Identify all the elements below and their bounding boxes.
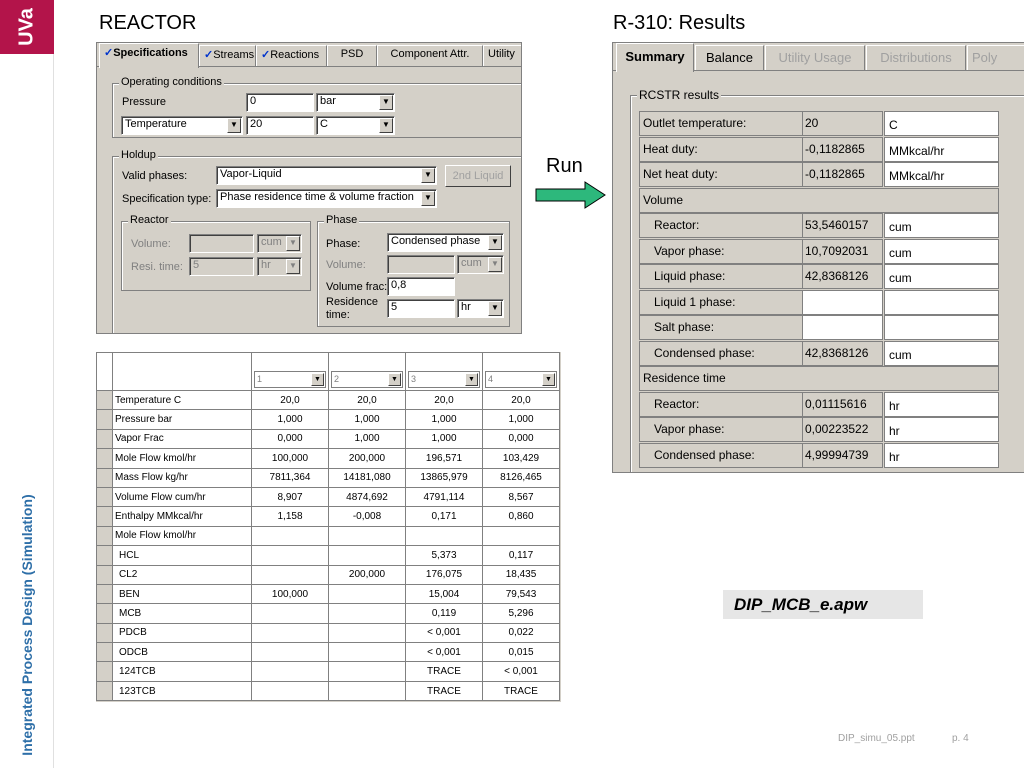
table-cell [329, 604, 406, 623]
table-row [97, 623, 560, 642]
select-value: C [320, 118, 328, 130]
temperature-select[interactable] [121, 116, 243, 135]
stream-select-value: 2 [334, 374, 340, 384]
result-unit: MMkcal/hr [884, 162, 999, 187]
tab-streams[interactable] [199, 45, 256, 66]
row-label: Vapor Frac [113, 429, 252, 448]
table-header-row [97, 353, 560, 391]
table-cell: TRACE [406, 681, 483, 700]
row-header-cell[interactable] [97, 584, 113, 603]
residence-time-label-line2: time: [326, 309, 350, 321]
row-header-cell[interactable] [97, 526, 113, 545]
stream-select[interactable] [408, 371, 480, 388]
result-label: Reactor: [639, 213, 802, 238]
header-label-cell [113, 353, 252, 391]
dropdown-arrow-icon: ▼ [286, 236, 300, 251]
result-value: 20 [802, 111, 883, 136]
residence-time-unit-select[interactable] [457, 299, 504, 318]
column-header [406, 353, 483, 391]
row-header-cell[interactable] [97, 662, 113, 681]
table-cell: 0,000 [252, 429, 329, 448]
result-value: 53,5460157 [802, 213, 883, 238]
tab-label: Specifications [113, 47, 188, 59]
select-value: hr [461, 301, 471, 313]
row-label: Mass Flow kg/hr [113, 468, 252, 487]
pressure-unit-select[interactable] [316, 93, 395, 112]
row-header-cell[interactable] [97, 623, 113, 642]
group-label: Operating conditions [121, 76, 222, 88]
uva-logo [0, 0, 54, 54]
dropdown-arrow-icon: ▼ [379, 118, 393, 133]
result-value: 0,00223522 [802, 417, 883, 442]
result-unit: cum [884, 341, 999, 366]
result-label: Condensed phase: [639, 443, 802, 468]
phase-volume-unit-select[interactable] [457, 255, 504, 274]
table-row [97, 507, 560, 526]
tab-label: Streams [213, 49, 255, 61]
result-value: 0,01115616 [802, 392, 883, 417]
table-cell: 1,000 [329, 410, 406, 429]
table-cell: 0,000 [483, 429, 560, 448]
temperature-unit-select[interactable] [316, 116, 395, 135]
pressure-label: Pressure [122, 96, 167, 108]
table-cell: 0,015 [483, 643, 560, 662]
tab-label: Component Attr. [390, 48, 470, 60]
table-cell: 79,543 [483, 584, 560, 603]
result-label: Vapor phase: [639, 417, 802, 442]
result-label: Condensed phase: [639, 341, 802, 366]
stream-select[interactable] [485, 371, 557, 388]
sidebar-title: Integrated Process Design (Simulation) [19, 494, 35, 756]
result-unit: C [884, 111, 999, 136]
result-label: Liquid 1 phase: [639, 290, 802, 315]
stream-select-value: 3 [411, 374, 417, 384]
select-value: Phase residence time & volume fraction [220, 191, 414, 203]
table-cell: 1,000 [252, 410, 329, 429]
dropdown-arrow-icon: ▼ [488, 235, 502, 250]
result-section-label: Volume [639, 188, 999, 213]
row-header-cell[interactable] [97, 681, 113, 700]
row-header-cell [97, 353, 113, 391]
tab-distributions[interactable]: Distributions [866, 45, 966, 70]
pressure-input[interactable]: 0 [246, 93, 314, 112]
select-value: hr [261, 259, 271, 271]
select-value: cum [261, 236, 282, 248]
tab-poly[interactable]: Poly [967, 45, 1024, 70]
run-label: Run [546, 155, 583, 177]
table-cell: 4874,692 [329, 487, 406, 506]
table-cell: 0,022 [483, 623, 560, 642]
resi-time-unit-select[interactable] [257, 257, 302, 276]
result-label: Vapor phase: [639, 239, 802, 264]
dropdown-arrow-icon: ▼ [388, 373, 401, 386]
results-tabs [613, 43, 1024, 71]
dropdown-arrow-icon: ▼ [465, 373, 478, 386]
group-label: Holdup [121, 149, 156, 161]
table-cell [329, 662, 406, 681]
table-cell [483, 526, 560, 545]
table-cell: 5,296 [483, 604, 560, 623]
temperature-input[interactable]: 20 [246, 116, 314, 135]
group-label: RCSTR results [639, 88, 720, 102]
table-cell: < 0,001 [483, 662, 560, 681]
table-row [97, 643, 560, 662]
tab-utility[interactable] [483, 45, 522, 66]
table-cell: 100,000 [252, 449, 329, 468]
table-cell: 1,000 [483, 410, 560, 429]
result-label: Outlet temperature: [639, 111, 802, 136]
table-cell [252, 565, 329, 584]
select-value: Vapor-Liquid [220, 168, 282, 180]
result-unit: hr [884, 417, 999, 442]
table-cell: 18,435 [483, 565, 560, 584]
table-row [97, 449, 560, 468]
stream-select-value: 1 [257, 374, 263, 384]
row-label: Pressure bar [113, 410, 252, 429]
result-value: 10,7092031 [802, 239, 883, 264]
spec-type-select[interactable] [216, 189, 437, 208]
table-cell: 13865,979 [406, 468, 483, 487]
table-cell: 0,117 [483, 546, 560, 565]
result-unit: cum [884, 264, 999, 289]
valid-phases-label: Valid phases: [122, 170, 188, 182]
stream-select-value: 4 [488, 374, 494, 384]
table-cell: TRACE [483, 681, 560, 700]
result-label: Reactor: [639, 392, 802, 417]
row-header-cell[interactable] [97, 468, 113, 487]
stream-select[interactable] [254, 371, 326, 388]
table-cell: 8,907 [252, 487, 329, 506]
row-label: HCL [113, 546, 252, 565]
dropdown-arrow-icon: ▼ [379, 95, 393, 110]
row-label: 124TCB [113, 662, 252, 681]
table-cell: 200,000 [329, 449, 406, 468]
dropdown-arrow-icon: ▼ [227, 118, 241, 133]
tab-summary[interactable]: Summary [616, 43, 694, 72]
valid-phases-select[interactable] [216, 166, 437, 185]
resi-time-input[interactable]: 5 [189, 257, 254, 276]
row-header-cell[interactable] [97, 449, 113, 468]
table-cell: 176,075 [406, 565, 483, 584]
row-label: Mole Flow kmol/hr [113, 449, 252, 468]
table-cell: 1,000 [406, 429, 483, 448]
table-cell: 196,571 [406, 449, 483, 468]
table-cell [252, 662, 329, 681]
table-cell: 4791,114 [406, 487, 483, 506]
resi-time-label: Resi. time: [131, 261, 183, 273]
row-label: MCB [113, 604, 252, 623]
result-label: Net heat duty: [639, 162, 802, 187]
result-label: Heat duty: [639, 137, 802, 162]
row-label: 123TCB [113, 681, 252, 700]
select-value: Condensed phase [391, 235, 481, 247]
table-cell: < 0,001 [406, 623, 483, 642]
group-label: Reactor [130, 214, 169, 226]
result-unit [884, 315, 999, 340]
table-cell: 20,0 [406, 391, 483, 410]
dropdown-arrow-icon: ▼ [421, 191, 435, 206]
reactor-volume-input[interactable] [189, 234, 254, 253]
result-unit: hr [884, 443, 999, 468]
row-header-cell[interactable] [97, 391, 113, 410]
residence-time-label-line1: Residence [326, 296, 378, 308]
result-value: -0,1182865 [802, 137, 883, 162]
tab-utility-usage[interactable]: Utility Usage [765, 45, 865, 70]
table-cell: 0,119 [406, 604, 483, 623]
results-dialog [612, 42, 1024, 473]
result-label: Salt phase: [639, 315, 802, 340]
table-cell: 20,0 [252, 391, 329, 410]
row-header-cell[interactable] [97, 429, 113, 448]
table-cell: 20,0 [329, 391, 406, 410]
tab-reactions[interactable] [256, 45, 327, 66]
table-cell [329, 584, 406, 603]
table-cell [252, 681, 329, 700]
result-value: 42,8368126 [802, 341, 883, 366]
table-cell: TRACE [406, 662, 483, 681]
dropdown-arrow-icon: ▼ [311, 373, 324, 386]
logo-text: UVa [15, 8, 38, 46]
column-header [329, 353, 406, 391]
dropdown-arrow-icon: ▼ [421, 168, 435, 183]
phase-select[interactable] [387, 233, 504, 252]
file-name-box: DIP_MCB_e.apw [723, 590, 923, 619]
table-cell: < 0,001 [406, 643, 483, 662]
dropdown-arrow-icon: ▼ [286, 259, 300, 274]
result-value [802, 315, 883, 340]
footer-page: p. 4 [952, 733, 969, 744]
row-header-cell[interactable] [97, 507, 113, 526]
reactor-volume-unit-select[interactable] [257, 234, 302, 253]
table-cell: 200,000 [329, 565, 406, 584]
table-cell: 14181,080 [329, 468, 406, 487]
table-row [97, 681, 560, 700]
group-label: Phase [326, 214, 358, 226]
results-rows [615, 111, 1024, 466]
row-header-cell[interactable] [97, 604, 113, 623]
result-unit: MMkcal/hr [884, 137, 999, 162]
row-header-cell[interactable] [97, 410, 113, 429]
row-header-cell[interactable] [97, 487, 113, 506]
table-cell: 1,000 [329, 429, 406, 448]
row-header-cell[interactable] [97, 565, 113, 584]
row-header-cell[interactable] [97, 643, 113, 662]
volume-frac-label: Volume frac: [326, 281, 388, 293]
table-cell: 1,158 [252, 507, 329, 526]
reactor-volume-label: Volume: [131, 238, 171, 250]
dropdown-arrow-icon: ▼ [488, 301, 502, 316]
row-label: Temperature C [113, 391, 252, 410]
result-unit: cum [884, 213, 999, 238]
reactor-dialog [96, 42, 522, 334]
tab-psd[interactable] [327, 45, 377, 66]
row-label: ODCB [113, 643, 252, 662]
tab-balance[interactable]: Balance [695, 45, 764, 70]
phase-volume-label: Volume: [326, 259, 366, 271]
tab-label: Utility [488, 48, 515, 60]
select-value: Temperature [125, 118, 187, 130]
table-cell: 8,567 [483, 487, 560, 506]
table-cell: 8126,465 [483, 468, 560, 487]
table-row [97, 526, 560, 545]
stream-select[interactable] [331, 371, 403, 388]
result-unit: hr [884, 392, 999, 417]
table-cell [329, 681, 406, 700]
table-row [97, 391, 560, 410]
table-cell: 0,860 [483, 507, 560, 526]
result-unit [884, 290, 999, 315]
result-value: 42,8368126 [802, 264, 883, 289]
column-header [483, 353, 560, 391]
row-label: Volume Flow cum/hr [113, 487, 252, 506]
second-liquid-button[interactable]: 2nd Liquid [445, 165, 511, 187]
volume-frac-input[interactable]: 0,8 [387, 277, 455, 296]
check-icon: ✓ [204, 49, 214, 61]
spec-type-label: Specification type: [122, 193, 212, 205]
result-value: 4,99994739 [802, 443, 883, 468]
tab-specifications[interactable] [99, 43, 199, 68]
result-value [802, 290, 883, 315]
tab-label: PSD [340, 48, 364, 60]
table-row [97, 487, 560, 506]
table-cell: 1,000 [406, 410, 483, 429]
check-icon: ✓ [104, 47, 114, 59]
table-cell [329, 546, 406, 565]
table-cell [329, 643, 406, 662]
phase-label: Phase: [326, 238, 361, 250]
row-label: BEN [113, 584, 252, 603]
run-arrow-icon [535, 181, 607, 209]
table-row [97, 410, 560, 429]
table-cell: 20,0 [483, 391, 560, 410]
select-value: bar [320, 95, 336, 107]
row-header-cell[interactable] [97, 546, 113, 565]
table-cell: 15,004 [406, 584, 483, 603]
table-cell [252, 623, 329, 642]
footer-file: DIP_simu_05.ppt [838, 733, 915, 744]
results-title: R-310: Results [613, 12, 746, 34]
dropdown-arrow-icon: ▼ [488, 257, 502, 272]
table-cell [329, 526, 406, 545]
tab-component-attr[interactable] [377, 45, 483, 66]
table-cell [252, 604, 329, 623]
table-row [97, 604, 560, 623]
check-icon: ✓ [261, 49, 271, 61]
row-label: Mole Flow kmol/hr [113, 526, 252, 545]
table-cell [252, 643, 329, 662]
result-value: -0,1182865 [802, 162, 883, 187]
table-row [97, 429, 560, 448]
table-cell: 103,429 [483, 449, 560, 468]
table-cell [329, 623, 406, 642]
stream-table [96, 352, 561, 702]
dropdown-arrow-icon: ▼ [542, 373, 555, 386]
row-label: CL2 [113, 565, 252, 584]
reactor-tabs [97, 43, 521, 67]
select-value: cum [461, 257, 482, 269]
table-cell [252, 546, 329, 565]
column-header [252, 353, 329, 391]
table-row [97, 662, 560, 681]
tab-label: Reactions [270, 49, 320, 61]
reactor-title: REACTOR [99, 12, 197, 34]
table-cell [406, 526, 483, 545]
result-unit: cum [884, 239, 999, 264]
table-row [97, 584, 560, 603]
row-label: Enthalpy MMkcal/hr [113, 507, 252, 526]
table-row [97, 565, 560, 584]
table-cell: 100,000 [252, 584, 329, 603]
table-cell [252, 526, 329, 545]
table-cell: 5,373 [406, 546, 483, 565]
result-section-label: Residence time [639, 366, 999, 391]
table-row [97, 546, 560, 565]
table-row [97, 468, 560, 487]
reactor-subgroup [121, 214, 311, 291]
phase-volume-input[interactable] [387, 255, 455, 274]
table-cell: 7811,364 [252, 468, 329, 487]
row-label: PDCB [113, 623, 252, 642]
result-label: Liquid phase: [639, 264, 802, 289]
table-cell: -0,008 [329, 507, 406, 526]
residence-time-input[interactable]: 5 [387, 299, 455, 318]
stream-table-grid [96, 352, 560, 701]
table-cell: 0,171 [406, 507, 483, 526]
